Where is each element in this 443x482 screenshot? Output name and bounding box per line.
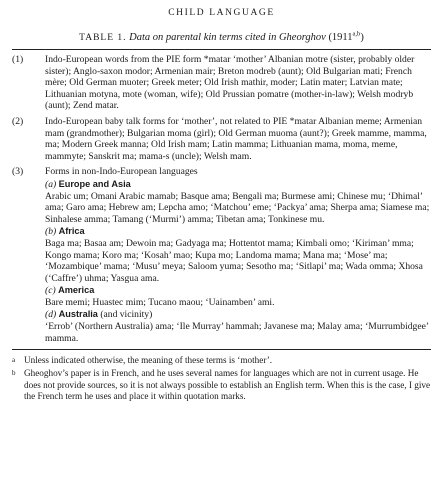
row-text: Indo-European baby talk forms for ‘mother’, not related to PIE *matar Albanian meme; Armenian mam (grandmother); Bulgarian moma (girl); Old German muoma (aunt?); Greek mamme, mamma, ma; Modern Greek manna; Old Irish mam; Latin mamma; Lithuanian mama, moma, meme, mammyte; Sanskrit ma; mama-s (uncle); Welsh mam. bbox=[45, 115, 427, 162]
table-body bbox=[12, 54, 431, 344]
row-number: (3) bbox=[12, 166, 24, 178]
row-intro: Forms in non-Indo-European languages bbox=[45, 166, 198, 178]
table-row bbox=[12, 166, 431, 344]
footnote-text: Gheoghov’s paper is in French, and he uses several names for languages which are not in current usage. He does not provide sources, so it is not always possible to establish an English term. When this is the case, I give the French term he uses and place it within quotation marks. bbox=[24, 368, 431, 401]
table-title: Data on parental kin terms cited in Gheorghov bbox=[129, 32, 326, 43]
footnote bbox=[12, 368, 431, 402]
footnote-mark: b bbox=[12, 369, 16, 378]
region-letter: (c) bbox=[45, 285, 56, 297]
region-name: Africa bbox=[58, 226, 85, 237]
region-text: Bare memi; Huastec mim; Tucano maou; ‘Uainamben’ ami. bbox=[45, 296, 275, 308]
table-caption bbox=[12, 32, 431, 43]
region-name: America bbox=[58, 285, 95, 296]
region-suffix: (and vicinity) bbox=[97, 309, 153, 321]
table-row bbox=[12, 54, 431, 112]
region-text: Arabic um; Omani Arabic mamab; Basque ama; Bengali ma; Burmese ami; Chinese mu; ‘Dhimal’ ama; Garo ama; Hebrew am; Lepcha amo; ‘Matchou’ eme; ‘Packya’ ama; Sherpa ama; Siamese ma; Sinhalese amma; Tamang (‘Murmi’) amma; Tibetan ama; Tonkinese mu. bbox=[45, 190, 430, 225]
row-number: (2) bbox=[12, 115, 24, 127]
region-text: ‘Errob’ (Northern Australia) ama; ‘Ile Murray’ hammah; Javanese ma; Malay ama; ‘Murrumbidgee’ mamma. bbox=[45, 321, 429, 344]
region-america bbox=[45, 285, 431, 308]
region-africa bbox=[45, 226, 431, 284]
region-letter: (a) bbox=[45, 178, 57, 190]
region-europe-asia bbox=[45, 179, 431, 225]
footnote-text: Unless indicated otherwise, the meaning of these terms is ‘mother’. bbox=[24, 355, 273, 366]
table-notes bbox=[12, 355, 431, 402]
table-row bbox=[12, 116, 431, 162]
top-rule bbox=[12, 49, 431, 50]
footnote-mark: a bbox=[12, 356, 16, 365]
region-name: Europe and Asia bbox=[58, 178, 131, 189]
row-number: (1) bbox=[12, 54, 24, 65]
region-name: Australia bbox=[58, 309, 98, 320]
running-head: CHILD LANGUAGE bbox=[168, 8, 275, 18]
region-australia bbox=[45, 309, 431, 344]
row-text: Indo-European words from the PIE form *matar ‘mother’ Albanian motre (sister, probably older sister); Anglo-saxon modor; Armenian mair; Breton modreb (aunt); Old Bulgarian mati; French mère; Old German muoter; Greek meter; Old Irish mathir, moder; Latin mater; Latvian mate; Lithuanian motyna, mote (woman, wife); Old Prussian pomatre (mother-in-law); Welsh modryb (aunt); Zend matar. bbox=[45, 54, 415, 112]
region-letter: (b) bbox=[45, 226, 57, 238]
bottom-rule bbox=[12, 349, 431, 350]
table-year: (1911$^{a,b}$) bbox=[328, 30, 364, 43]
region-text: Baga ma; Basaa am; Dewoin ma; Gadyaga ma; Hottentot mama; Kimbali omo; ‘Kiriman’ mma; Kongo mama; Koro ma; ‘Kosah’ mao; Kupa mo; Landoma mama; Mana ma; ‘Mose’ ma; ‘Mozambique’ mama; ‘Musu’ meya; Saloom yuma; Sesotho ma; ‘Sitlapi’ ma; Wada omma; Xhosa (‘Caffre’) uhma; Yasgua ama. bbox=[45, 237, 423, 284]
region-letter: (d) bbox=[45, 309, 57, 321]
footnote bbox=[12, 355, 431, 366]
table-label: TABLE 1. bbox=[79, 33, 127, 43]
